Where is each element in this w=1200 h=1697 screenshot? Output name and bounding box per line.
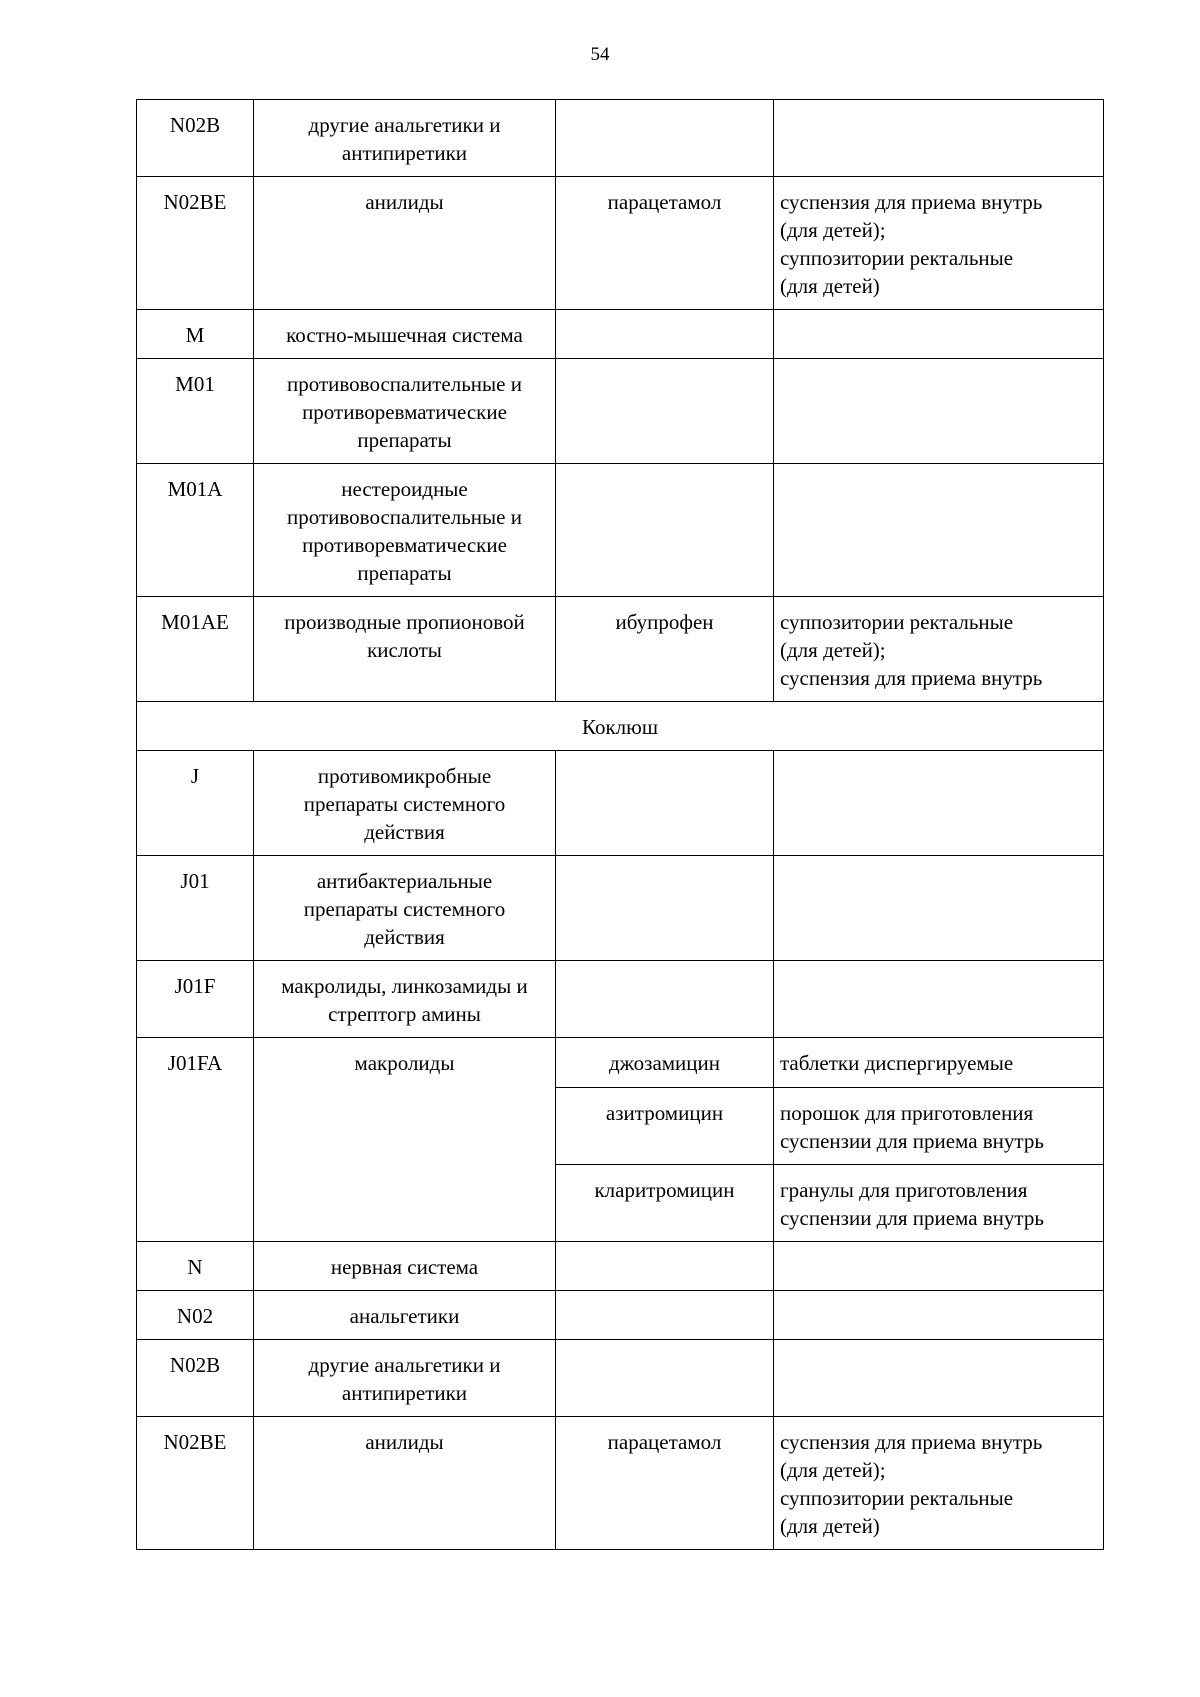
dosage-form-cell xyxy=(774,856,1104,961)
atc-code-cell: M01A xyxy=(137,464,254,597)
table-row xyxy=(137,751,1104,856)
table-row xyxy=(137,464,1104,597)
page-number: 54 xyxy=(590,44,610,65)
pharmacological-group-cell xyxy=(254,1417,556,1550)
pharmacological-group-cell-line: противовоспалительные и xyxy=(287,505,522,529)
pharmacological-group-cell-line: противовоспалительные и xyxy=(287,372,522,396)
dosage-form-cell xyxy=(774,1242,1104,1291)
pharmacological-group-cell-line: анилиды xyxy=(365,1430,444,1454)
table-row xyxy=(137,1340,1104,1417)
table-row xyxy=(137,1038,1104,1088)
dosage-form-cell-line: (для детей) xyxy=(780,1514,880,1538)
drug-name-cell: кларитромицин xyxy=(556,1165,774,1242)
table-row xyxy=(137,177,1104,310)
pharmacological-group-cell xyxy=(254,597,556,702)
drug-name-cell: азитромицин xyxy=(556,1088,774,1165)
drug-name-cell: ибупрофен xyxy=(556,597,774,702)
atc-code-cell: J xyxy=(137,751,254,856)
dosage-form-cell-line: суспензии для приема внутрь xyxy=(780,1206,1044,1230)
pharmacological-group-cell: макролиды xyxy=(254,1038,556,1242)
pharmacological-group-cell xyxy=(254,359,556,464)
table-row xyxy=(137,597,1104,702)
dosage-form-cell-line: суппозитории ректальные xyxy=(780,246,1014,270)
pharmacological-group-cell xyxy=(254,751,556,856)
dosage-form-cell-line: суспензия для приема внутрь xyxy=(780,666,1043,690)
table-row xyxy=(137,1417,1104,1550)
pharmacological-group-cell xyxy=(254,100,556,177)
section-header-row xyxy=(137,702,1104,751)
atc-code-cell: M01 xyxy=(137,359,254,464)
pharmacological-group-cell xyxy=(254,464,556,597)
pharmacological-group-cell-line: другие анальгетики и xyxy=(308,1353,501,1377)
dosage-form-cell-line: гранулы для приготовления xyxy=(780,1178,1028,1202)
pharmacological-group-cell-line: производные пропионовой xyxy=(284,610,525,634)
dosage-form-cell-line: (для детей); xyxy=(780,1458,886,1482)
atc-code-cell: N02B xyxy=(137,1340,254,1417)
pharmacological-group-cell-line: костно-мышечная система xyxy=(286,323,523,347)
pharmacological-group-cell-line: противомикробные xyxy=(317,764,492,788)
pharmacological-group-cell-line: кислоты xyxy=(367,638,442,662)
dosage-form-cell xyxy=(774,751,1104,856)
dosage-form-cell xyxy=(774,597,1104,702)
drug-name-cell xyxy=(556,856,774,961)
table-row xyxy=(137,359,1104,464)
drug-name-cell xyxy=(556,751,774,856)
pharmacological-group-cell-line: противоревматические xyxy=(302,533,507,557)
dosage-form-cell xyxy=(774,1417,1104,1550)
pharmacological-group-cell xyxy=(254,856,556,961)
drug-name-cell xyxy=(556,1340,774,1417)
pharmacological-group-cell xyxy=(254,177,556,310)
pharmacological-group-cell-line: препараты xyxy=(357,561,452,585)
pharmacological-group-cell-line: антибактериальные xyxy=(316,869,493,893)
dosage-form-cell-line: суспензии для приема внутрь xyxy=(780,1129,1044,1153)
table-row xyxy=(137,1242,1104,1291)
pharmacological-group-cell-line: анальгетики xyxy=(349,1304,460,1328)
pharmacological-group-cell-line: антипиретики xyxy=(341,141,468,165)
dosage-form-cell xyxy=(774,1165,1104,1242)
pharmacological-group-cell-line: действия xyxy=(364,925,445,949)
drug-name-cell: джозамицин xyxy=(556,1038,774,1088)
dosage-form-cell xyxy=(774,100,1104,177)
atc-code-cell: N02BE xyxy=(137,1417,254,1550)
pharmacological-group-cell xyxy=(254,1291,556,1340)
dosage-form-cell xyxy=(774,310,1104,359)
section-title: Коклюш xyxy=(137,702,1104,751)
atc-code-cell: M xyxy=(137,310,254,359)
drug-name-cell: парацетамол xyxy=(556,1417,774,1550)
pharmacological-group-cell-line: антипиретики xyxy=(341,1381,468,1405)
dosage-form-cell xyxy=(774,177,1104,310)
pharmacological-group-cell xyxy=(254,961,556,1038)
drug-name-cell xyxy=(556,1242,774,1291)
pharmacological-group-cell-line: препараты xyxy=(357,428,452,452)
dosage-form-cell-line: суппозитории ректальные xyxy=(780,1486,1014,1510)
atc-drug-table xyxy=(136,99,1104,1550)
pharmacological-group-cell-line: анилиды xyxy=(365,190,444,214)
drug-name-cell xyxy=(556,1291,774,1340)
table-row xyxy=(137,100,1104,177)
dosage-form-cell-line: порошок для приготовления xyxy=(780,1101,1034,1125)
dosage-form-cell-line: суспензия для приема внутрь xyxy=(780,190,1043,214)
dosage-form-cell xyxy=(774,464,1104,597)
drug-name-cell xyxy=(556,464,774,597)
dosage-form-cell-line: (для детей); xyxy=(780,638,886,662)
atc-code-cell: J01F xyxy=(137,961,254,1038)
dosage-form-cell xyxy=(774,1340,1104,1417)
pharmacological-group-cell-line: нервная система xyxy=(330,1255,479,1279)
pharmacological-group-cell-line: противоревматические xyxy=(302,400,507,424)
pharmacological-group-cell-line: действия xyxy=(364,820,445,844)
pharmacological-group-cell-line: другие анальгетики и xyxy=(308,113,501,137)
dosage-form-cell xyxy=(774,1038,1104,1088)
drug-name-cell: парацетамол xyxy=(556,177,774,310)
drug-name-cell xyxy=(556,359,774,464)
atc-code-cell: M01AE xyxy=(137,597,254,702)
dosage-form-cell xyxy=(774,1088,1104,1165)
atc-code-cell: N02 xyxy=(137,1291,254,1340)
dosage-form-cell-line: суппозитории ректальные xyxy=(780,610,1014,634)
drug-name-cell xyxy=(556,961,774,1038)
dosage-form-cell xyxy=(774,359,1104,464)
dosage-form-cell-line: таблетки диспергируемые xyxy=(780,1051,1014,1075)
atc-code-cell: N xyxy=(137,1242,254,1291)
table-row xyxy=(137,1291,1104,1340)
dosage-form-cell-line: (для детей); xyxy=(780,218,886,242)
pharmacological-group-cell-line: макролиды, линкозамиды и xyxy=(281,974,528,998)
table-row xyxy=(137,856,1104,961)
atc-code-cell: J01 xyxy=(137,856,254,961)
drug-name-cell xyxy=(556,100,774,177)
pharmacological-group-cell-line: нестероидные xyxy=(341,477,468,501)
table-row xyxy=(137,961,1104,1038)
dosage-form-cell-line: суспензия для приема внутрь xyxy=(780,1430,1043,1454)
pharmacological-group-cell xyxy=(254,1340,556,1417)
pharmacological-group-cell-line: препараты системного xyxy=(303,792,506,816)
pharmacological-group-cell-line: препараты системного xyxy=(303,897,506,921)
atc-code-cell: N02BE xyxy=(137,177,254,310)
pharmacological-group-cell xyxy=(254,310,556,359)
table-row xyxy=(137,310,1104,359)
atc-code-cell: N02B xyxy=(137,100,254,177)
dosage-form-cell xyxy=(774,1291,1104,1340)
dosage-form-cell xyxy=(774,961,1104,1038)
atc-code-cell: J01FA xyxy=(137,1038,254,1242)
dosage-form-cell-line: (для детей) xyxy=(780,274,880,298)
drug-name-cell xyxy=(556,310,774,359)
pharmacological-group-cell-line: стрептогр амины xyxy=(328,1002,481,1026)
pharmacological-group-cell xyxy=(254,1242,556,1291)
